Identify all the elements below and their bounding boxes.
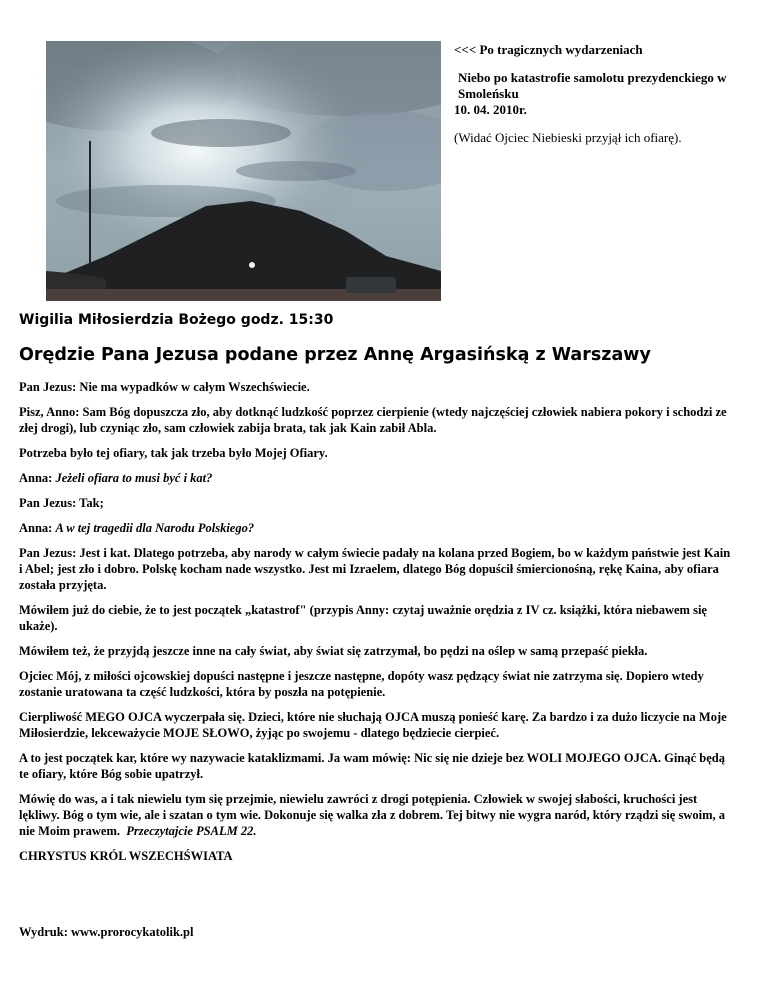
paragraph: Pan Jezus: Tak; — [19, 496, 104, 510]
question-text: A w tej tragedii dla Narodu Polskiego? — [55, 521, 255, 535]
footer-source: Wydruk: www.prorocykatolik.pl — [19, 925, 194, 939]
sky-photo — [46, 41, 441, 301]
psalm-reference: Przeczytajcie PSALM 22. — [126, 824, 257, 838]
signature: CHRYSTUS KRÓL WSZECHŚWIATA — [19, 849, 233, 863]
paragraph: Pan Jezus: Nie ma wypadków w całym Wszechświecie. — [19, 380, 310, 394]
paragraph — [19, 520, 731, 536]
paragraph: Mówiłem też, że przyjdą jeszcze inne na cały świat, aby świat się zatrzymał, bo pędzi na oślep w samą przepaść piekła. — [19, 644, 648, 658]
paragraph — [19, 470, 731, 486]
speaker-label: Anna: — [19, 471, 53, 485]
paragraph: Potrzeba było tej ofiary, tak jak trzeba było Mojej Ofiary. — [19, 446, 328, 460]
speaker-label: Anna: — [19, 521, 53, 535]
sky-photo-drawing — [46, 41, 441, 301]
paragraph: Cierpliwość MEGO OJCA wyczerpała się. Dzieci, które nie słuchają OJCA muszą ponieść karę. Za bardzo i za dużo liczycie na Moje Miłosierdzie, lekceważycie MOJE SŁOWO, żyjąc po swojemu - dlatego będziecie cierpieć. — [19, 710, 727, 740]
sub-heading: Wigilia Miłosierdzia Bożego godz. 15:30 — [19, 312, 334, 328]
paragraph-text: Mówię do was, a i tak niewielu tym się przejmie, niewielu zawróci z drogi potępienia. Człowiek w swojej słabości, kruchości jest lękliwy. Bóg o tym wie, ale i szatan o tym wie. Dokonuje się walka zła z dobrem. Tej bitwy nie wygra naród, który rządzi się swoim, a nie Moim prawem. — [19, 792, 725, 838]
caption-description: Niebo po katastrofie samolotu prezydenckiego w Smoleńsku — [458, 70, 727, 101]
message-body — [19, 379, 731, 873]
caption-note: (Widać Ojciec Niebieski przyjął ich ofiarę). — [454, 130, 682, 145]
question-text: Jeżeli ofiara to musi być i kat? — [55, 471, 213, 485]
photo-caption — [454, 42, 744, 146]
paragraph: A to jest początek kar, które wy nazywacie kataklizmami. Ja wam mówię: Nic się nie dzieje bez WOLI MOJEGO OJCA. Ginąć będą te ofiary, które Bóg sobie upatrzył. — [19, 751, 725, 781]
paragraph — [19, 791, 731, 839]
paragraph: Pan Jezus: Jest i kat. Dlatego potrzeba, aby narody w całym świecie padały na kolana przed Bogiem, bo w każdym państwie jest Kain i Abel; jest zło i dobro. Polskę kocham nade wszystko. Jest mi Izraelem, dlatego Bóg dopuścił śmiercionośną, rękę Kaina, aby ofiara została przyjęta. — [19, 546, 731, 592]
paragraph: Pisz, Anno: Sam Bóg dopuszcza zło, aby dotknąć ludzkość poprzez cierpienie (wtedy najczęściej człowiek nabiera pokory i schodzi ze złej drogi), lub czyniąc zło, sam człowiek zabija brata, tak jak Kain zabił Abla. — [19, 405, 727, 435]
paragraph: Mówiłem już do ciebie, że to jest początek „katastrof" (przypis Anny: czytaj uważnie orędzia z IV cz. książki, która niebawem się ukaże). — [19, 603, 707, 633]
caption-title: <<< Po tragicznych wydarzeniach — [454, 42, 643, 57]
paragraph: Ojciec Mój, z miłości ojcowskiej dopuści następne i jeszcze następne, dopóty wasz pędzący świat nie zatrzyma się. Dopiero wtedy zostanie uratowana ta część ludzkości, która by poszła na potępienie. — [19, 669, 704, 699]
page-title: Orędzie Pana Jezusa podane przez Annę Argasińską z Warszawy — [19, 345, 651, 365]
caption-date: 10. 04. 2010r. — [454, 102, 527, 117]
